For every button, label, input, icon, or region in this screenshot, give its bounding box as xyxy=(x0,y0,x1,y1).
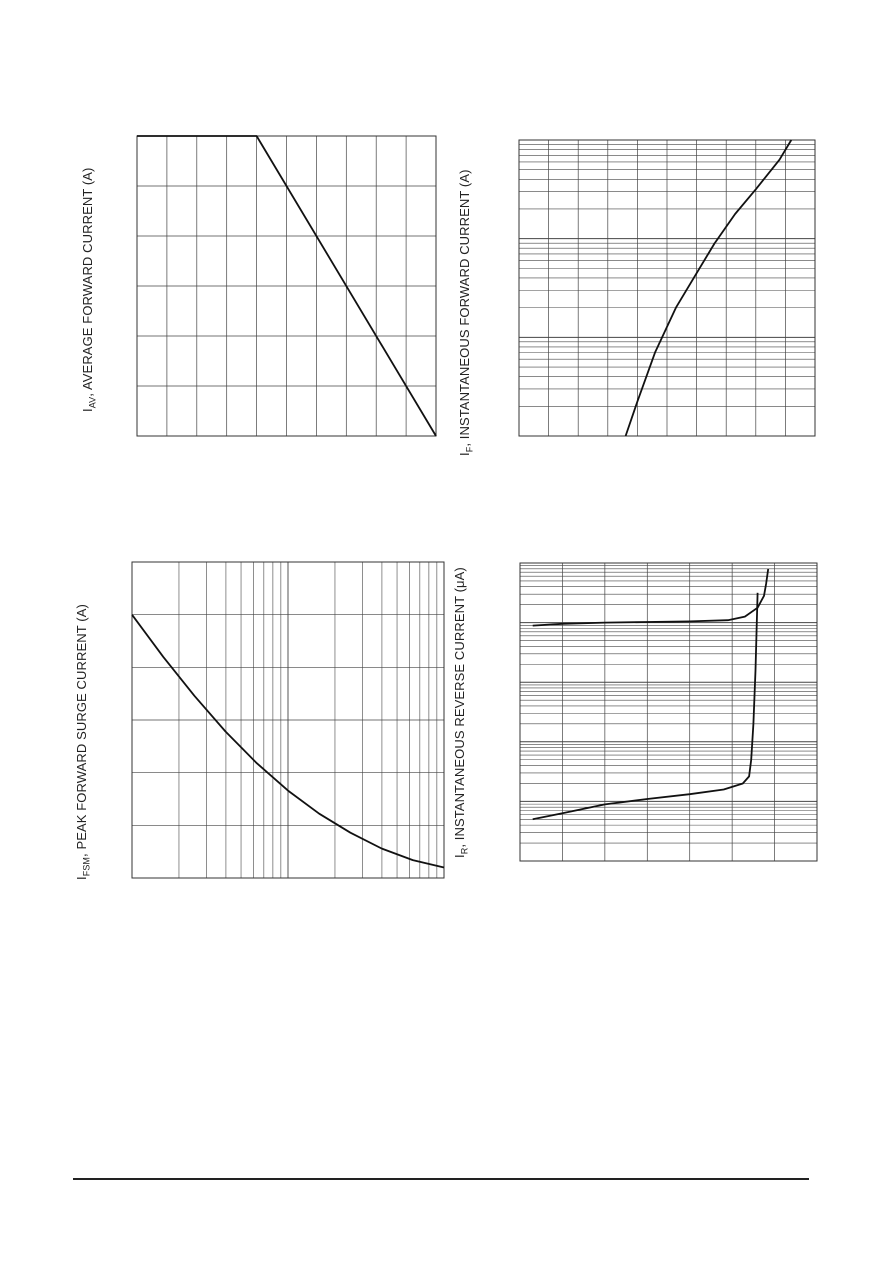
axis-label-instantaneous-reverse-current: $I_R$, INSTANTANEOUS REVERSE CURRENT (μA) xyxy=(452,567,470,858)
series-line-1 xyxy=(533,569,769,626)
axis-label-peak-forward-surge-current: $I_{FSM}$, PEAK FORWARD SURGE CURRENT (A) xyxy=(74,604,92,880)
plot-frame xyxy=(520,563,817,861)
axis-label-average-forward-current: $I_{AV}$, AVERAGE FORWARD CURRENT (A) xyxy=(80,167,98,412)
series-line-1 xyxy=(626,140,792,436)
axis-label-instantaneous-forward-current: $I_F$, INSTANTANEOUS FORWARD CURRENT (A) xyxy=(457,169,475,456)
footer-rule xyxy=(73,1178,809,1180)
